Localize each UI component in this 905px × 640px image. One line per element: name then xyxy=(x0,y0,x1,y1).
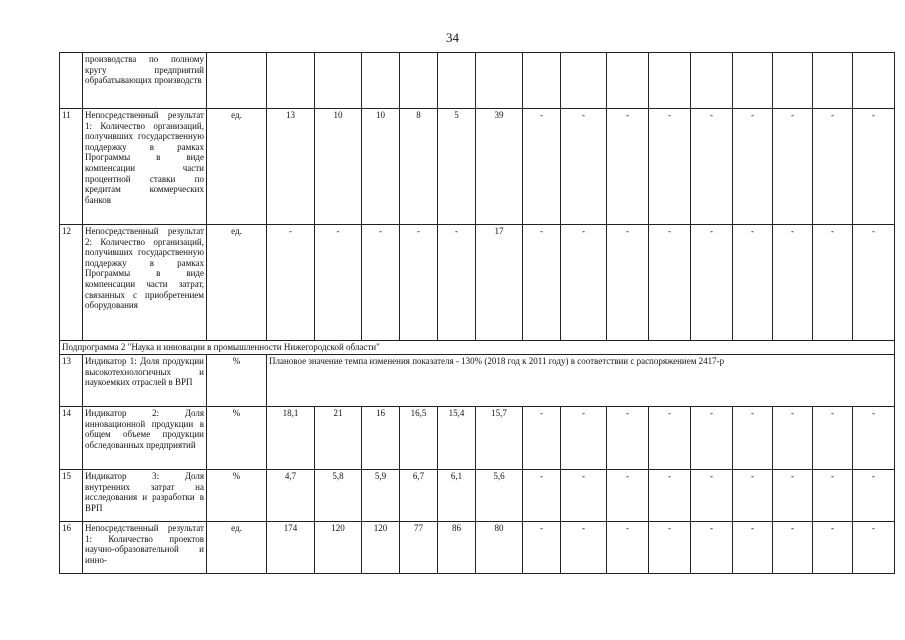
value-cell: - xyxy=(691,470,733,522)
unit-cell: ед. xyxy=(207,225,267,341)
value-cell: - xyxy=(649,225,691,341)
row-number: 11 xyxy=(60,109,83,225)
value-cell: - xyxy=(561,522,607,574)
value-cell: - xyxy=(649,522,691,574)
value-cell: 21 xyxy=(315,407,362,470)
value-cell: - xyxy=(523,225,561,341)
value-cell: - xyxy=(853,470,895,522)
value-cell: - xyxy=(649,470,691,522)
value-cell: - xyxy=(773,470,813,522)
value-cell xyxy=(691,53,733,109)
indicator-name: Непосредственный результат 1: Количество проектов научно-образовательной и инно- xyxy=(83,522,207,574)
value-cell: - xyxy=(813,109,853,225)
value-cell: - xyxy=(523,522,561,574)
value-cell: 80 xyxy=(476,522,523,574)
value-cell xyxy=(400,53,438,109)
row-number xyxy=(60,53,83,109)
value-cell: - xyxy=(561,109,607,225)
value-cell: 5,6 xyxy=(476,470,523,522)
value-cell: - xyxy=(400,225,438,341)
indicator-name: Непосредственный результат 2: Количество организаций, получивших государственную поддержку в рамках Программы в виде компенсации части затрат, связанных с приобретением оборудования xyxy=(83,225,207,341)
value-cell: - xyxy=(733,109,773,225)
value-cell: 13 xyxy=(267,109,315,225)
value-cell: - xyxy=(607,407,649,470)
value-cell: - xyxy=(607,470,649,522)
value-cell: - xyxy=(649,407,691,470)
value-cell: 6,1 xyxy=(438,470,476,522)
value-cell xyxy=(813,53,853,109)
value-cell: - xyxy=(733,522,773,574)
value-cell: - xyxy=(733,225,773,341)
unit-cell: % xyxy=(207,470,267,522)
value-cell: 5,8 xyxy=(315,470,362,522)
value-cell xyxy=(438,53,476,109)
indicator-name: Непосредственный результат 1: Количество организаций, получивших государственную поддержку в рамках Программы в виде компенсации части процентной ставки по кредитам коммерческих банков xyxy=(83,109,207,225)
value-cell: - xyxy=(315,225,362,341)
section-row xyxy=(60,341,895,355)
unit-cell: % xyxy=(207,407,267,470)
value-cell xyxy=(315,53,362,109)
value-cell: - xyxy=(773,225,813,341)
value-cell: - xyxy=(853,109,895,225)
value-cell xyxy=(267,53,315,109)
value-cell: - xyxy=(691,109,733,225)
value-cell: - xyxy=(733,470,773,522)
value-cell: - xyxy=(853,522,895,574)
table-row xyxy=(60,407,895,470)
value-cell: 15,7 xyxy=(476,407,523,470)
row-number: 15 xyxy=(60,470,83,522)
value-cell: - xyxy=(607,522,649,574)
value-cell: - xyxy=(523,407,561,470)
unit-cell xyxy=(207,53,267,109)
value-cell xyxy=(733,53,773,109)
indicator-name: Индикатор 3: Доля внутренних затрат на исследования и разработки в ВРП xyxy=(83,470,207,522)
value-cell: - xyxy=(853,407,895,470)
value-cell: - xyxy=(523,109,561,225)
table-row xyxy=(60,470,895,522)
indicator-name: Индикатор 1: Доля продукции высокотехнологичных и наукоемких отраслей в ВРП xyxy=(83,355,207,407)
value-cell xyxy=(853,53,895,109)
value-cell: 39 xyxy=(476,109,523,225)
value-cell: - xyxy=(691,407,733,470)
value-cell: 10 xyxy=(315,109,362,225)
value-cell: - xyxy=(607,225,649,341)
row-number: 13 xyxy=(60,355,83,407)
section-title: Подпрограмма 2 "Наука и инновации в промышленности Нижегородской области" xyxy=(60,341,895,355)
value-cell: 77 xyxy=(400,522,438,574)
page-number: 34 xyxy=(446,30,459,45)
value-cell xyxy=(476,53,523,109)
value-cell: - xyxy=(773,407,813,470)
value-cell xyxy=(649,53,691,109)
row-number: 14 xyxy=(60,407,83,470)
value-cell: 120 xyxy=(362,522,400,574)
value-cell: - xyxy=(438,225,476,341)
value-cell xyxy=(523,53,561,109)
value-cell: - xyxy=(267,225,315,341)
table-row xyxy=(60,109,895,225)
value-cell: 6,7 xyxy=(400,470,438,522)
value-cell: - xyxy=(607,109,649,225)
value-cell: - xyxy=(813,407,853,470)
table-row xyxy=(60,355,895,407)
indicators-table xyxy=(59,52,895,574)
indicator-name: производства по полному кругу предприятий обрабатывающих производств xyxy=(83,53,207,109)
value-cell: 8 xyxy=(400,109,438,225)
value-cell: - xyxy=(691,522,733,574)
value-cell: - xyxy=(813,225,853,341)
value-cell: 5 xyxy=(438,109,476,225)
value-cell: 16,5 xyxy=(400,407,438,470)
unit-cell: ед. xyxy=(207,522,267,574)
indicator-name: Индикатор 2: Доля инновационной продукции в общем объеме продукции обследованных предприятий xyxy=(83,407,207,470)
value-cell xyxy=(607,53,649,109)
value-cell: - xyxy=(362,225,400,341)
row-number: 16 xyxy=(60,522,83,574)
value-cell: - xyxy=(773,522,813,574)
value-cell: 86 xyxy=(438,522,476,574)
unit-cell: ед. xyxy=(207,109,267,225)
value-cell: 17 xyxy=(476,225,523,341)
value-cell: 4,7 xyxy=(267,470,315,522)
plan-note: Плановое значение темпа изменения показателя - 130% (2018 год к 2011 году) в соответствии с распоряжением 2417-р xyxy=(267,355,895,407)
value-cell: 10 xyxy=(362,109,400,225)
value-cell: - xyxy=(853,225,895,341)
value-cell xyxy=(362,53,400,109)
value-cell xyxy=(561,53,607,109)
value-cell: 5,9 xyxy=(362,470,400,522)
value-cell: - xyxy=(523,470,561,522)
value-cell: - xyxy=(561,470,607,522)
value-cell xyxy=(773,53,813,109)
value-cell: - xyxy=(733,407,773,470)
value-cell: - xyxy=(561,407,607,470)
table-row xyxy=(60,53,895,109)
row-number: 12 xyxy=(60,225,83,341)
value-cell: - xyxy=(813,470,853,522)
value-cell: - xyxy=(691,225,733,341)
value-cell: 174 xyxy=(267,522,315,574)
value-cell: - xyxy=(813,522,853,574)
value-cell: 18,1 xyxy=(267,407,315,470)
value-cell: - xyxy=(649,109,691,225)
value-cell: 16 xyxy=(362,407,400,470)
unit-cell: % xyxy=(207,355,267,407)
value-cell: 120 xyxy=(315,522,362,574)
value-cell: - xyxy=(773,109,813,225)
value-cell: - xyxy=(561,225,607,341)
table-row xyxy=(60,522,895,574)
table-row xyxy=(60,225,895,341)
value-cell: 15,4 xyxy=(438,407,476,470)
